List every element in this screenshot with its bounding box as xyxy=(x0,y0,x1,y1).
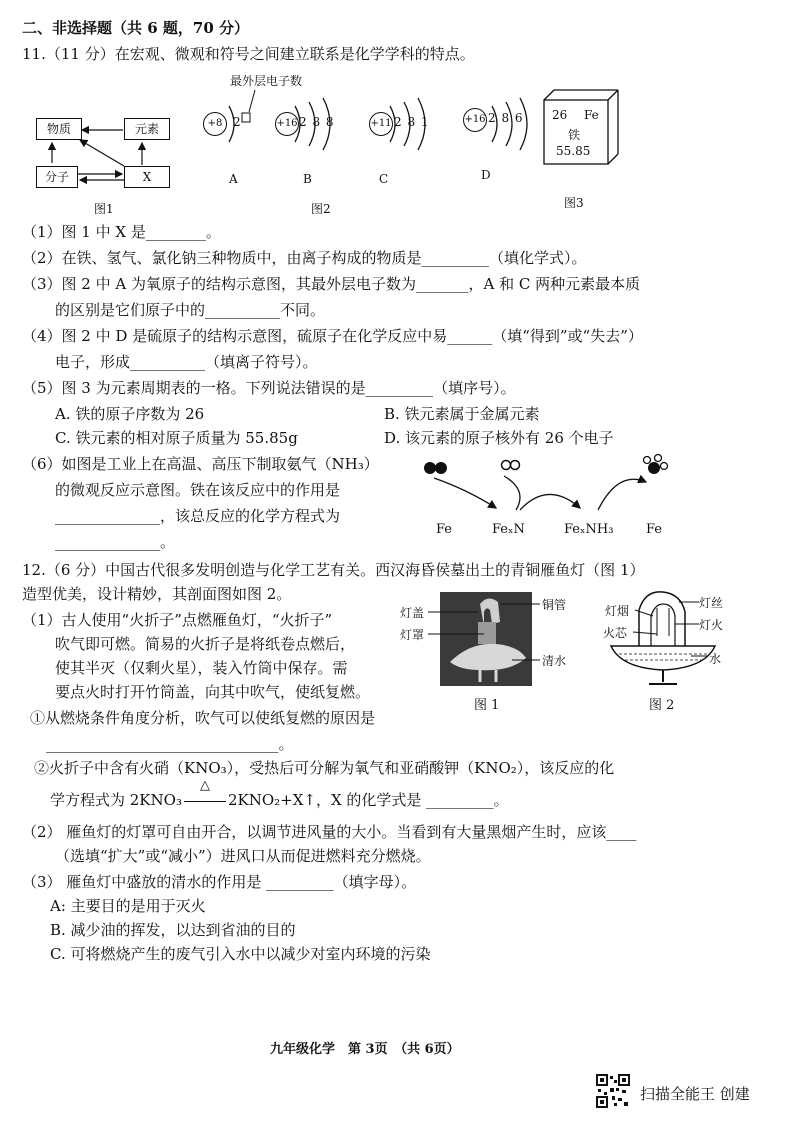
heat-condition xyxy=(182,778,228,810)
q11-part-6a: （6）如图是工业上在高温、高压下制取氨气（NH₃） xyxy=(22,455,379,473)
q12-part-2b: （选填“扩大”或“减小”）进风口从而促进燃料充分燃烧。 xyxy=(55,847,431,865)
label-copper-pipe: 铜管 xyxy=(542,598,567,612)
q11-part-4b: 电子，形成__________（填离子符号）。 xyxy=(55,353,318,371)
q11-part-3b: 的区别是它们原子中的__________不同。 xyxy=(55,301,326,319)
atom-d-electrons: 2 8 6 xyxy=(488,111,523,125)
q11-part-6d: ______________。 xyxy=(55,533,176,551)
atom-c-nucleus: +11 xyxy=(369,112,393,136)
label-water: 水 xyxy=(709,652,722,666)
node-x: X xyxy=(124,166,170,188)
q11-option-d: D. 该元素的原子核外有 26 个电子 xyxy=(384,429,614,447)
atom-a-nucleus: +8 xyxy=(203,112,227,136)
lamp-section-figure xyxy=(595,586,735,712)
q12-part-3: （3） 雁鱼灯中盛放的清水的作用是 _________（填字母）。 xyxy=(22,873,417,891)
atom-c-letter: C xyxy=(379,172,389,186)
label-clear-water: 清水 xyxy=(542,654,567,668)
q11-part-6b: 的微观反应示意图。铁在该反应中的作用是 xyxy=(55,481,341,499)
atomic-number: 26 xyxy=(552,108,568,122)
q12-sub-1-blank: _______________________________。 xyxy=(46,735,294,753)
q12-part-1c: 使其半灭（仅剩火星），装入竹筒中保存。需 xyxy=(55,659,348,677)
element-name: 铁 xyxy=(568,128,581,142)
q12-option-a: A: 主要目的是用于灭火 xyxy=(50,897,206,915)
atom-c-electrons: 2 8 1 xyxy=(394,115,429,129)
label-lamp-smoke: 灯烟 xyxy=(605,604,630,618)
reaction-label-fexn: FeₓN xyxy=(492,522,525,537)
figure-2-caption: 图2 xyxy=(311,202,331,216)
node-substance: 物质 xyxy=(36,118,82,140)
q11-part-5: （5）图 3 为元素周期表的一格。下列说法错误的是_________（填序号）。 xyxy=(22,379,516,397)
figure-2-shells xyxy=(195,68,535,218)
heat-symbol: △ xyxy=(199,778,210,793)
page-footer: 九年级化学 第 3页 （共 6页） xyxy=(270,1042,460,1057)
q11-option-a: A. 铁的原子序数为 26 xyxy=(55,405,205,423)
q11-option-b: B. 铁元素属于金属元素 xyxy=(384,405,540,423)
figure-3-caption: 图3 xyxy=(564,196,584,210)
q11-part-4a: （4）图 2 中 D 是硫原子的结构示意图，硫原子在化学反应中易______（填“得到”或“失去”） xyxy=(22,327,643,345)
atom-a-electrons: 2 xyxy=(233,115,241,129)
node-element: 元素 xyxy=(124,118,170,140)
figure-1-caption: 图1 xyxy=(94,202,114,216)
equation-product: 2KNO₂+X↑，X 的化学式是 _________。 xyxy=(227,791,509,809)
atom-d-nucleus: +16 xyxy=(463,108,487,132)
label-lamp-cover: 灯盖 xyxy=(400,606,425,620)
reaction-line xyxy=(184,801,226,802)
qr-code-graphic xyxy=(596,1074,630,1108)
q11-figure-3 xyxy=(540,88,620,213)
lamp-photo-caption: 图 1 xyxy=(474,698,500,713)
photo-leader-lines xyxy=(400,592,580,672)
q11-figure-2 xyxy=(195,68,535,218)
q12-stem-b: 造型优美，设计精妙，其剖面图如图 2。 xyxy=(22,585,292,603)
equation-reactant: 学方程式为 2KNO₃ xyxy=(50,791,182,809)
q11-part-2: （2）在铁、氢气、氯化钠三种物质中，由离子构成的物质是_________（填化学式）。 xyxy=(22,249,587,267)
q12-option-c: C. 可将燃烧产生的废气引入水中以减少对室内环境的污染 xyxy=(50,945,431,963)
atom-a-letter: A xyxy=(229,172,238,186)
lamp-photo-figure xyxy=(400,592,580,712)
lamp-section-caption: 图 2 xyxy=(649,698,675,713)
reaction-label-fe-1: Fe xyxy=(436,522,453,537)
q11-part-3a: （3）图 2 中 A 为氧原子的结构示意图，其最外层电子数为_______，A 和 C 两种元素最本质 xyxy=(22,275,641,293)
q12-sub-2a: ②火折子中含有火硝（KNO₃），受热后可分解为氧气和亚硝酸钾（KNO₂），该反应的化 xyxy=(34,759,615,777)
q11-option-c: C. 铁元素的相对原子质量为 55.85g xyxy=(55,429,298,447)
atom-b-electrons: 2 8 8 xyxy=(299,115,334,129)
qr-code-icon xyxy=(596,1074,630,1108)
q11-figure-1 xyxy=(30,110,180,220)
q12-part-2a: （2） 雁鱼灯的灯罩可自由开合，以调节进风量的大小。当看到有大量黑烟产生时，应该____ xyxy=(22,823,637,841)
q12-sub-1: ①从燃烧条件角度分析，吹气可以使纸复燃的原因是 xyxy=(30,709,376,727)
label-wick-core: 火芯 xyxy=(603,626,628,640)
atom-b-nucleus: +16 xyxy=(275,112,299,136)
q12-option-b: B. 减少油的挥发，以达到省油的目的 xyxy=(50,921,296,939)
q12-stem-a: 12.（6 分）中国古代很多发明创造与化学工艺有关。西汉海昏侯墓出土的青铜雁鱼灯（图 1） xyxy=(22,561,645,579)
q11-part-6c: ______________，该总反应的化学方程式为 xyxy=(55,507,341,525)
q11-stem: 11.（11 分）在宏观、微观和符号之间建立联系是化学学科的特点。 xyxy=(22,45,475,63)
reaction-diagram xyxy=(418,450,698,545)
q11-part-1: （1）图 1 中 X 是________。 xyxy=(22,223,221,241)
atom-b-letter: B xyxy=(303,172,312,186)
element-symbol: Fe xyxy=(584,108,599,122)
scanner-watermark: 扫描全能王 创建 xyxy=(640,1085,750,1103)
reaction-label-fexnh3: FeₓNH₃ xyxy=(564,522,614,537)
outer-electrons-label: 最外层电子数 xyxy=(230,74,303,88)
q12-part-1a: （1）古人使用“火折子”点燃雁鱼灯，“火折子” xyxy=(22,611,333,629)
atomic-mass: 55.85 xyxy=(556,144,591,158)
q12-part-1b: 吹气即可燃。简易的火折子是将纸卷点燃后， xyxy=(55,635,356,653)
q12-sub-2b xyxy=(50,778,509,810)
label-wick-thread: 灯丝 xyxy=(699,596,724,610)
reaction-label-fe-2: Fe xyxy=(646,522,663,537)
atom-d-letter: D xyxy=(481,168,491,182)
label-lampshade: 灯罩 xyxy=(400,628,425,642)
q12-part-1d: 要点火时打开竹筒盖，向其中吹气，使纸复燃。 xyxy=(55,683,371,701)
section-title: 二、非选择题（共 6 题，70 分） xyxy=(22,19,249,37)
reaction-molecules-arrows xyxy=(418,450,698,520)
label-lamp-fire: 灯火 xyxy=(699,618,724,632)
node-molecule: 分子 xyxy=(36,166,78,188)
